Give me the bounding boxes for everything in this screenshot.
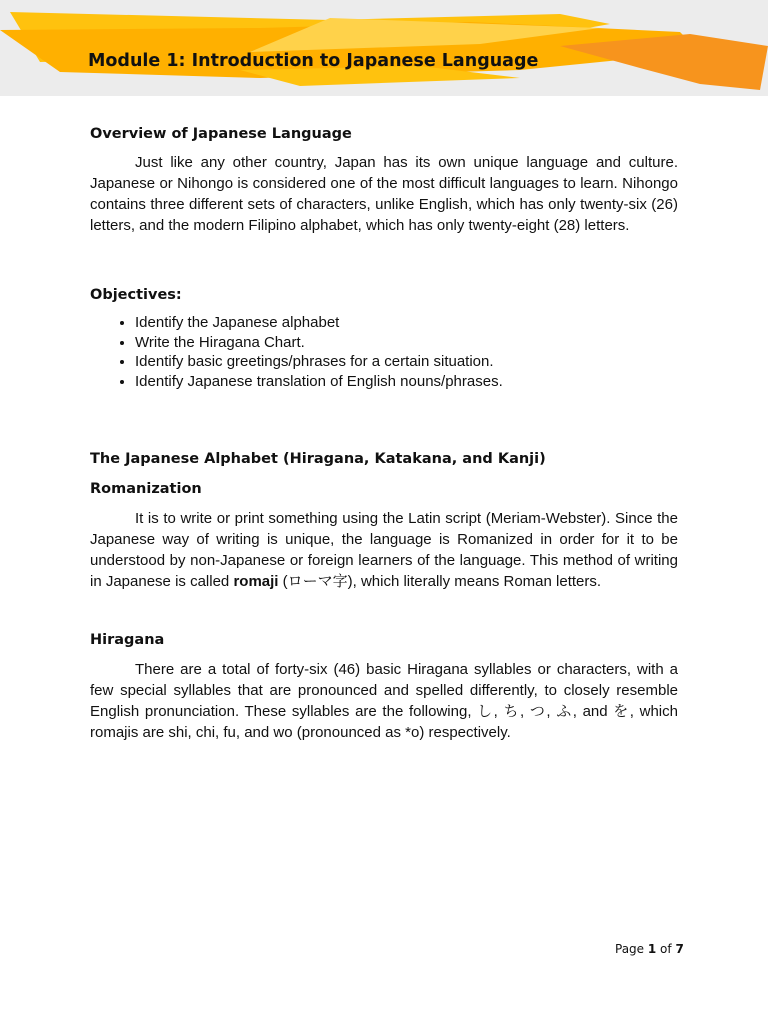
overview-section xyxy=(90,124,678,236)
objective-item: • Identify Japanese translation of English nouns/phrases. xyxy=(135,372,678,392)
romaji-term: romaji xyxy=(233,573,279,590)
header-banner xyxy=(0,0,768,96)
overview-heading: Overview of Japanese Language xyxy=(90,126,352,142)
page-number xyxy=(615,942,684,956)
romanization-section xyxy=(90,479,678,592)
objective-item: • Identify basic greetings/phrases for a certain situation. xyxy=(135,352,678,372)
romanization-heading: Romanization xyxy=(90,481,202,497)
objective-item: • Identify the Japanese alphabet xyxy=(135,313,678,333)
hiragana-paragraph: There are a total of forty-six (46) basic Hiragana syllables or characters, with a few special syllables that are pronounced and spelled differently, to closely resemble English pronunciation. These syllables are the following, し, ち, つ, ふ, and を, which romajis are shi, chi, fu, and wo (pronounced as *o) respectively. xyxy=(90,661,678,741)
objective-item: • Write the Hiragana Chart. xyxy=(135,333,678,353)
objectives-section xyxy=(90,285,678,391)
document-body xyxy=(90,124,678,743)
hiragana-heading: Hiragana xyxy=(90,632,165,648)
current-page: 1 xyxy=(647,942,657,956)
alphabet-heading: The Japanese Alphabet (Hiragana, Katakana, and Kanji) xyxy=(90,451,546,467)
romanization-text-start: It is to write or print something using the Latin script (Meriam-Webster). Since the Japanese way of writing is unique, the language is Romanized in order for it to be understood by non-Japanese or foreign learners of the language. This method of writing in Japanese is called xyxy=(90,510,678,590)
banner-graphic xyxy=(0,0,768,96)
module-title: Module 1: Introduction to Japanese Language xyxy=(88,51,539,71)
page-label: Page xyxy=(615,942,648,956)
total-pages: 7 xyxy=(675,942,684,956)
romanization-text-end: (ローマ字), which literally means Roman letters. xyxy=(278,573,602,590)
objectives-list xyxy=(90,313,678,391)
hiragana-section xyxy=(90,630,678,743)
romanization-paragraph xyxy=(90,508,678,592)
objectives-heading: Objectives: xyxy=(90,287,182,303)
overview-paragraph: Just like any other country, Japan has its own unique language and culture. Japanese or Nihongo is considered one of the most difficult languages to learn. Nihongo contains three different sets of characters, unlike English, which has only twenty-six (26) letters, and the modern Filipino alphabet, which has only twenty-eight (28) letters. xyxy=(90,154,678,234)
of-label: of xyxy=(656,942,676,956)
